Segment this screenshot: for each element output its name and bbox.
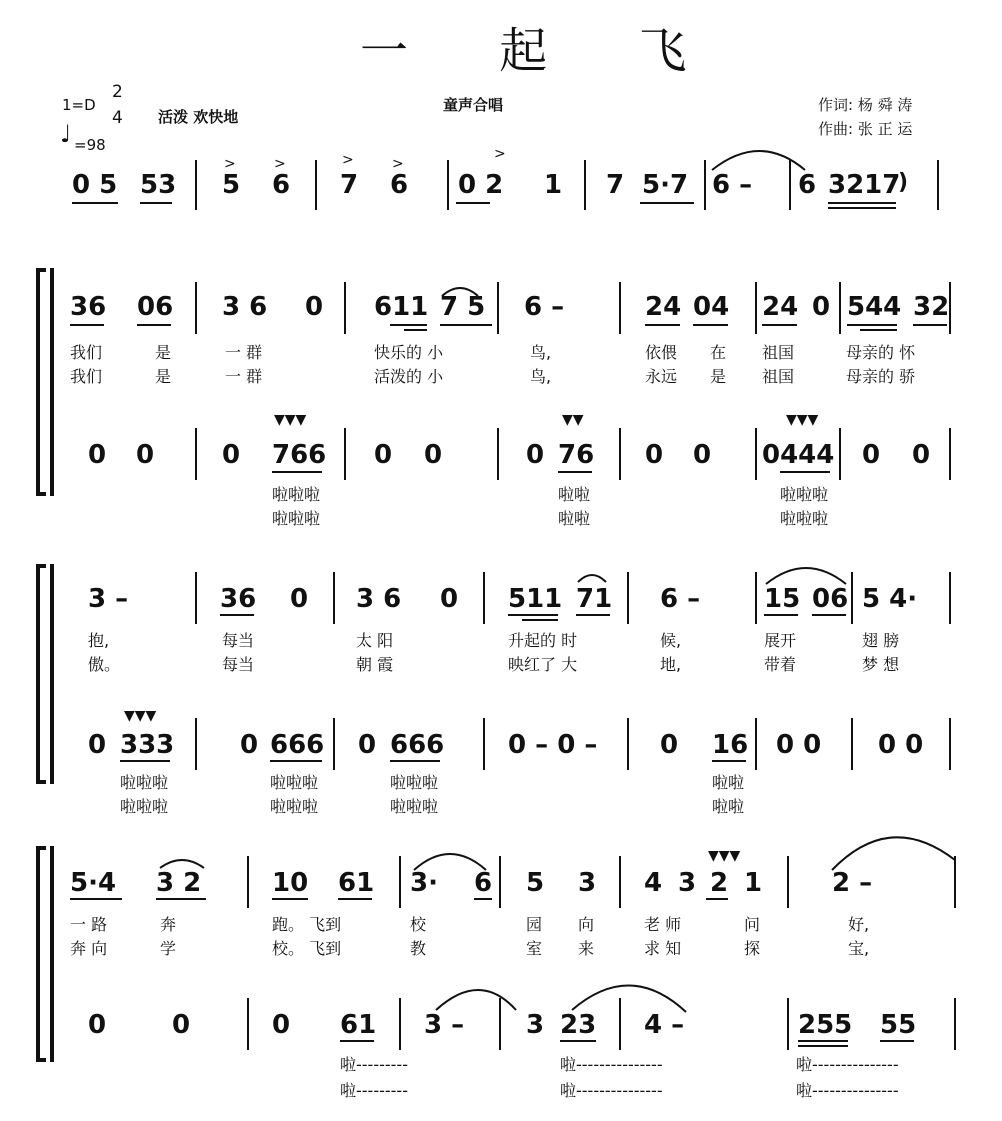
melody-note: 611: [374, 292, 429, 322]
key-signature: 1=D: [62, 96, 96, 114]
lyric: 好,: [848, 915, 870, 934]
intro-note: 6: [798, 170, 817, 200]
harmony-note: 666: [390, 730, 445, 760]
tempo-mark: =98: [74, 136, 106, 154]
la-lyric: 啦啦啦: [780, 485, 829, 504]
la-lyric: 啦啦: [712, 797, 745, 816]
melody-note: 24: [762, 292, 799, 322]
melody-note: 1: [744, 868, 763, 898]
lyric: 快乐的 小: [374, 343, 444, 362]
harmony-note: 23: [560, 1010, 597, 1040]
svg-text:>: >: [392, 156, 404, 172]
la-lyric: 啦啦啦: [272, 485, 321, 504]
page-title: 一 起 飞: [360, 23, 725, 79]
harmony-note: 0: [358, 730, 377, 760]
intro-note-group: 6 –: [712, 170, 753, 200]
lyric: 学: [160, 939, 177, 958]
intro-note: 5: [222, 170, 241, 200]
harmony-note: 55: [880, 1010, 917, 1040]
la-lyric: 啦啦啦: [390, 797, 439, 816]
melody-note: 6 –: [660, 584, 701, 614]
intro-note-group: 5·7: [642, 170, 689, 200]
lyric: 一 路: [70, 915, 108, 934]
melody-note: 3: [578, 868, 597, 898]
melody-note: 24: [645, 292, 682, 322]
harmony-note: 0: [374, 440, 393, 470]
lyric: 翅 膀: [862, 631, 900, 650]
svg-text:▼▼: ▼▼: [562, 412, 584, 428]
lyric: 祖国: [762, 367, 795, 386]
harmony-note: 766: [272, 440, 327, 470]
harmony-note: 76: [558, 440, 595, 470]
harmony-note: 0: [424, 440, 443, 470]
lyric: 园: [526, 915, 543, 934]
harmony-note: 333: [120, 730, 175, 760]
harmony-note: 0: [660, 730, 679, 760]
la-lyric: 啦啦啦: [780, 509, 829, 528]
lyric: 一 群: [225, 367, 263, 386]
melody-note: 6: [474, 868, 493, 898]
la-lyric: 啦---------------: [560, 1081, 663, 1100]
lyric: 求 知: [644, 939, 682, 958]
time-signature-bottom: 4: [112, 108, 123, 128]
lyric: 朝 霞: [356, 655, 394, 674]
harmony-note: 3 –: [424, 1010, 465, 1040]
melody-note: 06: [812, 584, 849, 614]
melody-note: 15: [764, 584, 801, 614]
la-lyric: 啦啦: [558, 485, 591, 504]
harmony-note: 0 0: [776, 730, 822, 760]
lyric: 室: [526, 939, 543, 958]
svg-text:>: >: [342, 152, 354, 168]
harmony-note: 666: [270, 730, 325, 760]
harmony-note: 0444: [762, 440, 835, 470]
lyric: 我们: [70, 367, 103, 386]
harmony-note: 0 – 0 –: [508, 730, 598, 760]
la-lyric: 啦---------------: [796, 1055, 899, 1074]
harmony-note: 0: [88, 440, 107, 470]
la-lyric: 啦---------------: [560, 1055, 663, 1074]
melody-note: 5·4: [70, 868, 117, 898]
intro-note: 7: [606, 170, 625, 200]
lyric: 跑。 飞到: [272, 915, 342, 934]
lyric: 宝,: [848, 939, 870, 958]
intro-note: 6: [272, 170, 291, 200]
lyric: 映红了 大: [508, 655, 578, 674]
composer-credit: 作曲: 张 正 运: [818, 120, 913, 138]
svg-text:>: >: [274, 156, 286, 172]
melody-note: 71: [576, 584, 613, 614]
melody-note: 3: [678, 868, 697, 898]
melody-note: 0: [305, 292, 324, 322]
intro-note-group: 3217: [828, 170, 901, 200]
quarter-note-icon: ♩: [60, 120, 72, 148]
lyric: 依偎: [645, 343, 678, 362]
la-lyric: 啦---------: [340, 1055, 408, 1074]
svg-text:▼▼▼: ▼▼▼: [708, 848, 741, 864]
harmony-note: 0: [88, 1010, 107, 1040]
melody-note: 2 –: [832, 868, 873, 898]
lyric: 来: [578, 939, 595, 958]
melody-note: 5 4·: [862, 584, 918, 614]
lyric: 地,: [660, 655, 682, 674]
intro-note: 1: [544, 170, 563, 200]
lyric: 候,: [660, 631, 682, 650]
harmony-note: 16: [712, 730, 749, 760]
melody-note: 36: [70, 292, 107, 322]
performance-note: 童声合唱: [443, 96, 504, 114]
melody-note: 6 –: [524, 292, 565, 322]
lyric: 在: [710, 343, 727, 362]
svg-text:▼▼▼: ▼▼▼: [124, 708, 157, 724]
harmony-note: 0: [240, 730, 259, 760]
intro-note: 7: [340, 170, 359, 200]
svg-text:▼▼▼: ▼▼▼: [274, 412, 307, 428]
melody-note: 0: [812, 292, 831, 322]
lyric: 祖国: [762, 343, 795, 362]
la-lyric: 啦啦啦: [270, 773, 319, 792]
melody-note: 3 6: [222, 292, 268, 322]
la-lyric: 啦啦啦: [120, 773, 169, 792]
intro-note-group: 53: [140, 170, 177, 200]
harmony-note: 0: [222, 440, 241, 470]
harmony-note: 0: [272, 1010, 291, 1040]
lyric: 每当: [222, 655, 255, 674]
lyric: 展开: [764, 631, 797, 650]
intro-close-paren: ): [898, 170, 909, 195]
melody-note: 32: [913, 292, 950, 322]
harmony-note: 0 0: [878, 730, 924, 760]
lyric: 向: [578, 915, 595, 934]
melody-note: 36: [220, 584, 257, 614]
harmony-note: 0: [172, 1010, 191, 1040]
lyric: 问: [744, 915, 761, 934]
la-lyric: 啦啦啦: [270, 797, 319, 816]
melody-note: 61: [338, 868, 375, 898]
la-lyric: 啦啦: [712, 773, 745, 792]
lyric: 探: [744, 939, 761, 958]
lyric: 老 师: [644, 915, 682, 934]
harmony-note: 0: [645, 440, 664, 470]
lyric: 是: [155, 343, 172, 362]
melody-note: 3 6: [356, 584, 402, 614]
intro-note-group: 0 5: [72, 170, 118, 200]
melody-note: 0: [440, 584, 459, 614]
harmony-note: 61: [340, 1010, 377, 1040]
lyric: 永远: [645, 367, 678, 386]
melody-note: 10: [272, 868, 309, 898]
svg-text:▼▼▼: ▼▼▼: [786, 412, 819, 428]
lyric: 太 阳: [356, 631, 394, 650]
melody-note: 3·: [410, 868, 438, 898]
intro-note-group: 0 2: [458, 170, 504, 200]
melody-note: 06: [137, 292, 174, 322]
svg-text:>: >: [224, 156, 236, 172]
lyric: 鸟,: [530, 343, 552, 362]
lyric: 抱,: [88, 631, 110, 650]
melody-note: 4: [644, 868, 663, 898]
harmony-note: 3: [526, 1010, 545, 1040]
lyric: 是: [710, 367, 727, 386]
la-lyric: 啦---------: [340, 1081, 408, 1100]
lyric: 梦 想: [862, 655, 900, 674]
la-lyric: 啦啦啦: [272, 509, 321, 528]
harmony-note: 4 –: [644, 1010, 685, 1040]
harmony-note: 0: [136, 440, 155, 470]
lyric: 我们: [70, 343, 103, 362]
la-lyric: 啦啦啦: [390, 773, 439, 792]
lyric: 校。 飞到: [272, 939, 342, 958]
harmony-note: 0: [88, 730, 107, 760]
harmony-note: 0: [862, 440, 881, 470]
melody-note: 3 2: [156, 868, 202, 898]
lyric: 校: [410, 915, 427, 934]
lyric: 母亲的 怀: [846, 343, 916, 362]
lyric: 每当: [222, 631, 255, 650]
la-lyric: 啦啦: [558, 509, 591, 528]
lyric: 奔 向: [70, 939, 108, 958]
svg-text:>: >: [494, 146, 506, 162]
melody-note: 5: [526, 868, 545, 898]
harmony-note: 0: [693, 440, 712, 470]
lyric: 是: [155, 367, 172, 386]
expression-mark: 活泼 欢快地: [158, 108, 239, 126]
melody-note: 04: [693, 292, 730, 322]
melody-note: 7 5: [440, 292, 486, 322]
lyric: 升起的 时: [508, 631, 578, 650]
melody-note: 511: [508, 584, 563, 614]
lyric: 带着: [764, 655, 797, 674]
lyric: 奔: [160, 915, 177, 934]
melody-note: 2: [710, 868, 729, 898]
melody-note: 544: [847, 292, 902, 322]
harmony-note: 255: [798, 1010, 853, 1040]
melody-note: 3 –: [88, 584, 129, 614]
time-signature-top: 2: [112, 82, 123, 102]
la-lyric: 啦---------------: [796, 1081, 899, 1100]
la-lyric: 啦啦啦: [120, 797, 169, 816]
lyric: 教: [410, 939, 427, 958]
lyric: 活泼的 小: [374, 367, 444, 386]
harmony-note: 0: [526, 440, 545, 470]
melody-note: 0: [290, 584, 309, 614]
lyric: 一 群: [225, 343, 263, 362]
lyric: 母亲的 骄: [846, 367, 916, 386]
lyric: 鸟,: [530, 367, 552, 386]
harmony-note: 0: [912, 440, 931, 470]
lyric: 傲。: [88, 655, 121, 674]
lyricist-credit: 作词: 杨 舜 涛: [818, 96, 913, 114]
intro-note: 6: [390, 170, 409, 200]
